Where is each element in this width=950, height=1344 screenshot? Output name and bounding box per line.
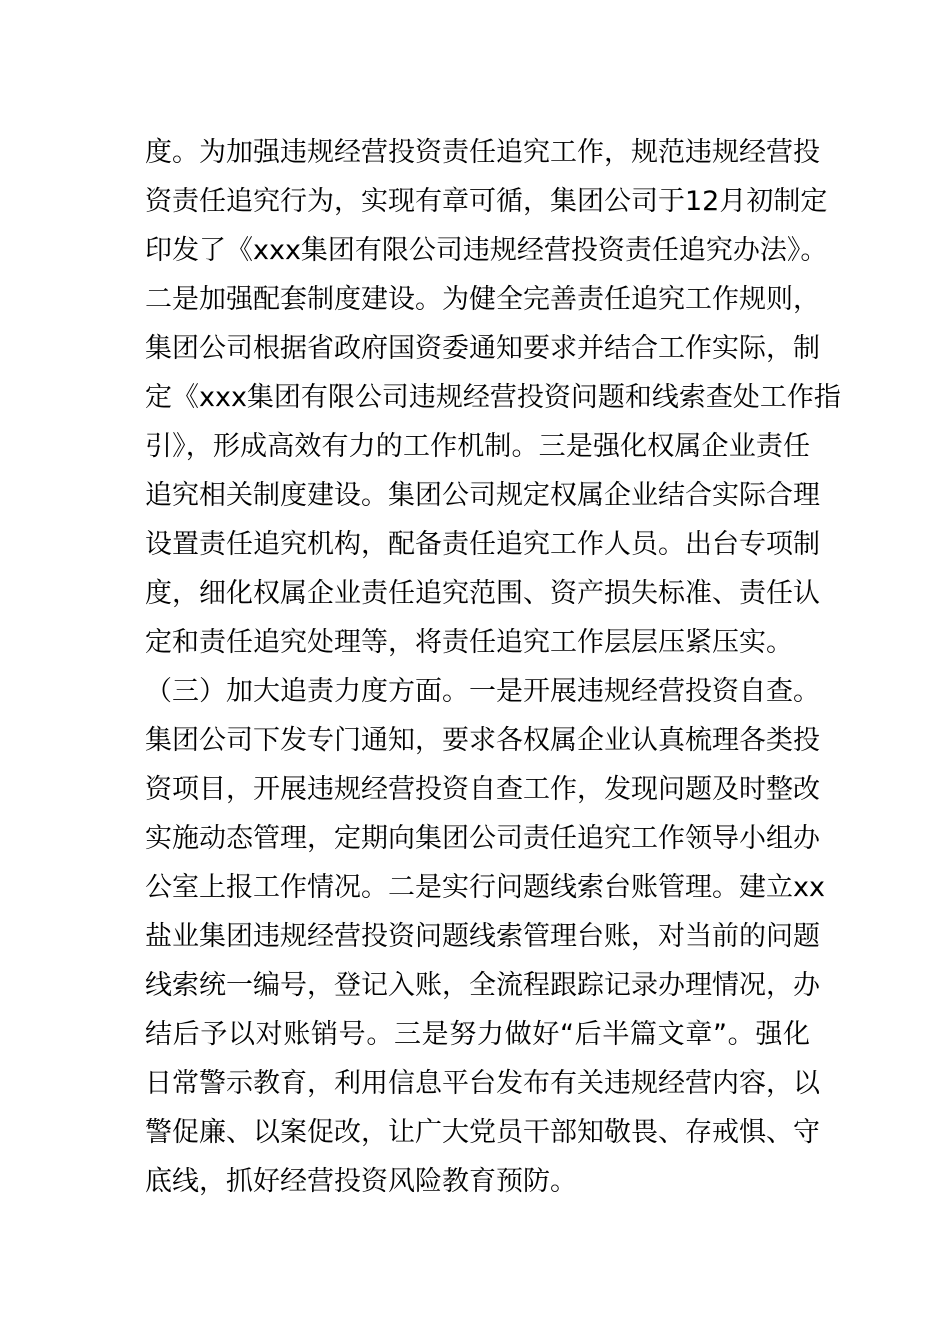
- text-line: 警促廉、以案促改，让广大党员干部知敬畏、存戒惧、守: [145, 1117, 820, 1148]
- text-line: 二是加强配套制度建设。为健全完善责任追究工作规则，: [145, 284, 820, 315]
- text-line: 引》，形成高效有力的工作机制。三是强化权属企业责任: [145, 431, 810, 462]
- text-line: （三）加大追责力度方面。一是开展违规经营投资自查。: [145, 676, 820, 707]
- text-line: 定《xxx集团有限公司违规经营投资问题和线索查处工作指: [145, 382, 841, 413]
- text-line: 底线，抓好经营投资风险教育预防。: [145, 1166, 577, 1197]
- text-line: 追究相关制度建设。集团公司规定权属企业结合实际合理: [145, 480, 820, 511]
- text-line: 设置责任追究机构，配备责任追究工作人员。出台专项制: [145, 529, 820, 560]
- text-line: 线索统一编号，登记入账，全流程跟踪记录办理情况，办: [145, 970, 820, 1001]
- text-line: 定和责任追究处理等，将责任追究工作层层压紧压实。: [145, 627, 793, 658]
- text-line: 度。为加强违规经营投资责任追究工作，规范违规经营投: [145, 137, 820, 168]
- text-line: 公室上报工作情况。二是实行问题线索台账管理。建立xx: [145, 872, 825, 903]
- text-line: 盐业集团违规经营投资问题线索管理台账，对当前的问题: [145, 921, 820, 952]
- body-text: [145, 128, 841, 1206]
- text-line: 度，细化权属企业责任追究范围、资产损失标准、责任认: [145, 578, 820, 609]
- text-line: 集团公司根据省政府国资委通知要求并结合工作实际，制: [145, 333, 820, 364]
- text-line: 资责任追究行为，实现有章可循，集团公司于12月初制定: [145, 186, 828, 217]
- text-line: 集团公司下发专门通知，要求各权属企业认真梳理各类投: [145, 725, 820, 756]
- text-line: 日常警示教育，利用信息平台发布有关违规经营内容，以: [145, 1068, 820, 1099]
- text-line: 结后予以对账销号。三是努力做好“后半篇文章”。强化: [145, 1019, 810, 1050]
- text-line: 实施动态管理，定期向集团公司责任追究工作领导小组办: [145, 823, 820, 854]
- text-line: 印发了《xxx集团有限公司违规经营投资责任追究办法》。: [145, 235, 828, 266]
- text-line: 资项目，开展违规经营投资自查工作，发现问题及时整改: [145, 774, 820, 805]
